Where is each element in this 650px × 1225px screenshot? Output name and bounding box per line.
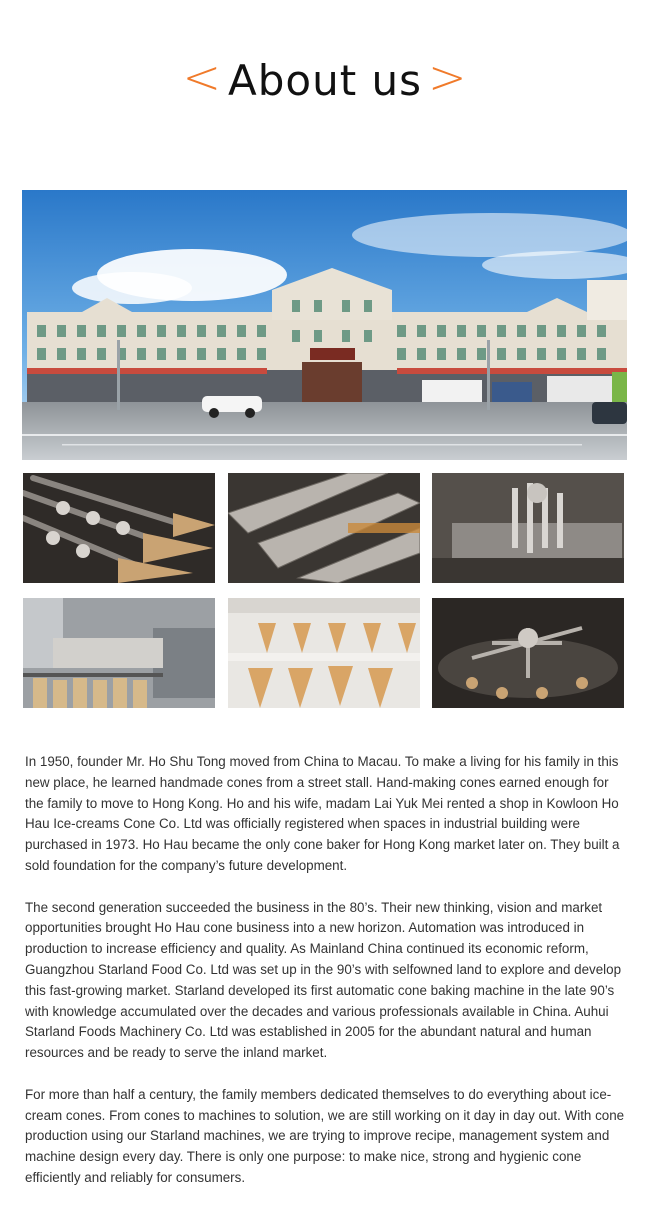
- baking-plate-photo: [228, 473, 420, 583]
- right-chevron-icon: >: [428, 50, 468, 104]
- factory-building-photo: [22, 190, 627, 460]
- wafer-cones-photo: [228, 598, 420, 708]
- cone-machine-photo: [432, 473, 624, 583]
- paragraph-second-generation: The second generation succeeded the business in the 80’s. Their new thinking, vision and market opportunities brought Ho Hau cone business into a new horizon. Automation was introduced in production to increase efficiency and quality. As Mainland China continued its economic reform, Guangzhou Starland Food Co. Ltd was set up in the 90’s with selfowned land to explore and develop this fast-growing market. Starland developed its first automatic cone baking machine in the late 90’s with knowledge accumulated over the decades and various professionals available in China. Auhui Starland Foods Machinery Co. Ltd was established in 2005 for the abundant natural and human resources and be ready to serve the inland market.: [25, 899, 622, 1061]
- about-text: [25, 752, 630, 1210]
- rotary-machine-photo: [432, 598, 624, 708]
- cone-production-line-photo: [23, 598, 215, 708]
- left-chevron-icon: <: [182, 50, 222, 104]
- paragraph-history: In 1950, founder Mr. Ho Shu Tong moved from China to Macau. To make a living for his family in this new place, he learned handmade cones from a street stall. Hand-making cones earned enough for the family to move to Hong Kong. Ho and his wife, madam Lai Yuk Mei rented a shop in Kowloon Ho Hau Ice-creams Cone Co. Ltd was officially registered when spaces in industrial building were purchased in 1973. Ho Hau became the only cone baker for Hong Kong market later on. They built a sold foundation for the company’s future development.: [25, 754, 620, 873]
- paragraph-mission: For more than half a century, the family members dedicated themselves to do everything about ice-cream cones. From cones to machines to solution, we are still working on it day in day out. With cone production using our Starland machines, we are trying to improve recipe, management system and machine design every day. There is only one purpose: to make nice, strong and hygienic cone efficiently and reliably for consumers.: [25, 1086, 625, 1185]
- page-title-text: About us: [227, 56, 423, 105]
- page-title: [0, 50, 650, 105]
- cone-molds-photo: [23, 473, 215, 583]
